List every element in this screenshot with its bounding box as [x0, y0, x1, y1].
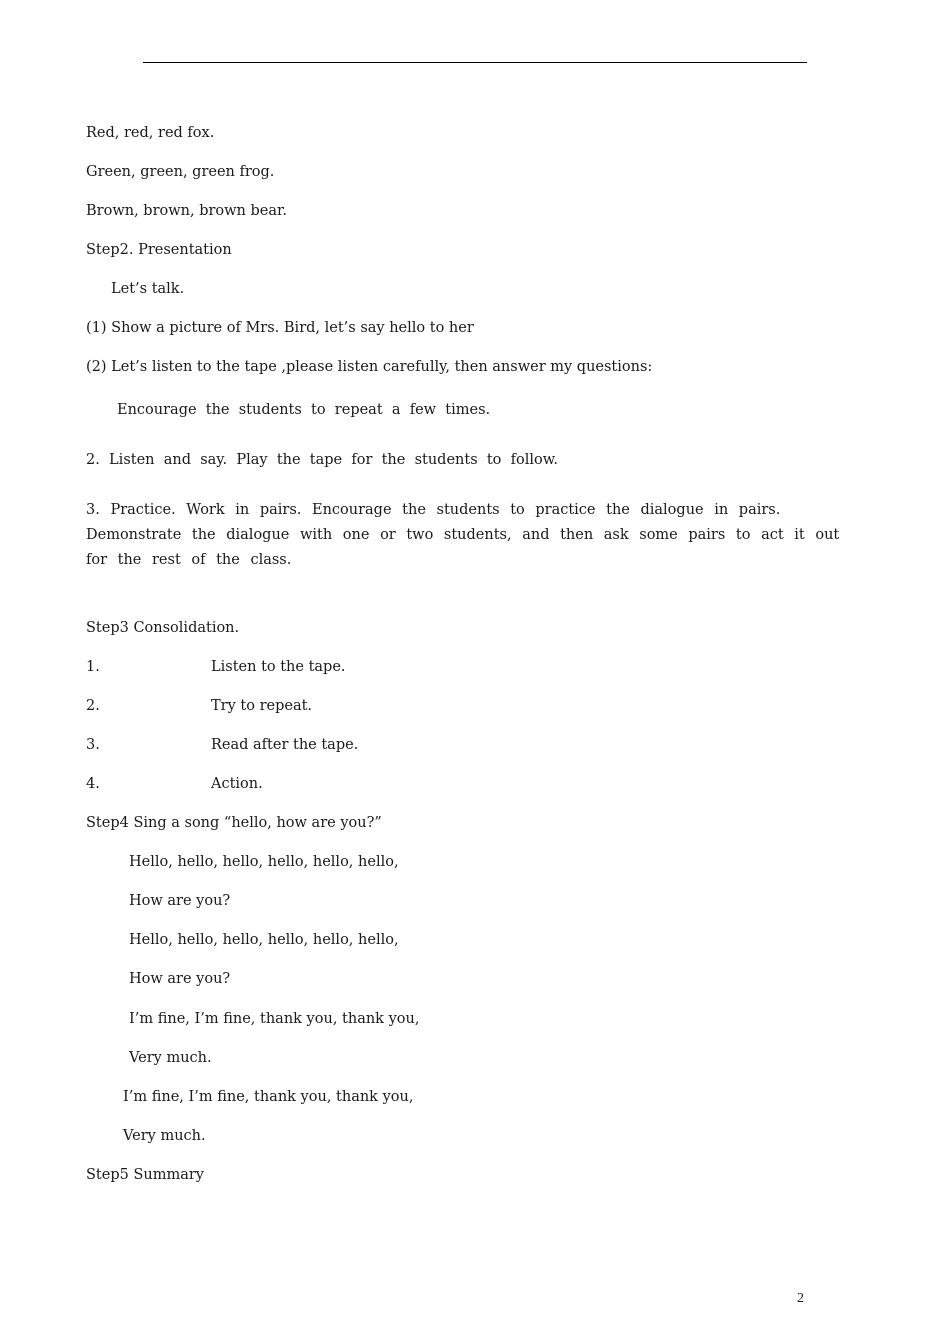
song-line: How are you?	[129, 893, 231, 909]
listen-and-say-line: 2. Listen and say. Play the tape for the students to follow.	[86, 452, 559, 468]
page-number: 2	[797, 1291, 804, 1306]
list-item	[86, 657, 346, 677]
song-line: I’m fine, I’m fine, thank you, thank you,	[129, 1011, 420, 1027]
song-line: How are you?	[129, 971, 231, 987]
header-rule	[143, 62, 807, 63]
intro-line-brown: Brown, brown, brown bear.	[86, 203, 287, 219]
lets-talk-line: Let’s talk.	[111, 281, 185, 297]
list-item-text: Read after the tape.	[211, 737, 359, 753]
song-line: Very much.	[129, 1050, 212, 1066]
list-item-text: Try to repeat.	[211, 698, 313, 714]
song-line: I’m fine, I’m fine, thank you, thank you,	[123, 1089, 414, 1105]
encourage-line: Encourage the students to repeat a few times.	[117, 402, 491, 418]
list-item	[86, 696, 312, 716]
list-item-number: 4.	[86, 776, 100, 792]
list-item-text: Action.	[211, 776, 263, 792]
list-item	[86, 774, 263, 794]
list-item-text: Listen to the tape.	[211, 659, 346, 675]
step2-item-2: (2) Let’s listen to the tape ,please listen carefully, then answer my questions:	[86, 359, 653, 375]
step5-heading: Step5 Summary	[86, 1167, 204, 1183]
step2-item-1: (1) Show a picture of Mrs. Bird, let’s say hello to her	[86, 320, 474, 336]
list-item-number: 1.	[86, 659, 100, 675]
list-item	[86, 735, 358, 755]
song-line: Hello, hello, hello, hello, hello, hello,	[129, 932, 399, 948]
list-item-number: 3.	[86, 737, 100, 753]
intro-line-green: Green, green, green frog.	[86, 164, 275, 180]
step2-heading: Step2. Presentation	[86, 242, 232, 258]
step3-heading: Step3 Consolidation.	[86, 620, 240, 636]
practice-paragraph: 3. Practice. Work in pairs. Encourage the students to practice the dialogue in pairs. Demonstrate the dialogue with one or two students, and then ask some pairs to act it out for the rest of the class.	[86, 502, 840, 568]
intro-line-red: Red, red, red fox.	[86, 125, 215, 141]
song-line: Very much.	[123, 1128, 206, 1144]
step4-heading: Step4 Sing a song “hello, how are you?”	[86, 815, 382, 831]
list-item-number: 2.	[86, 698, 100, 714]
song-line: Hello, hello, hello, hello, hello, hello,	[129, 854, 399, 870]
